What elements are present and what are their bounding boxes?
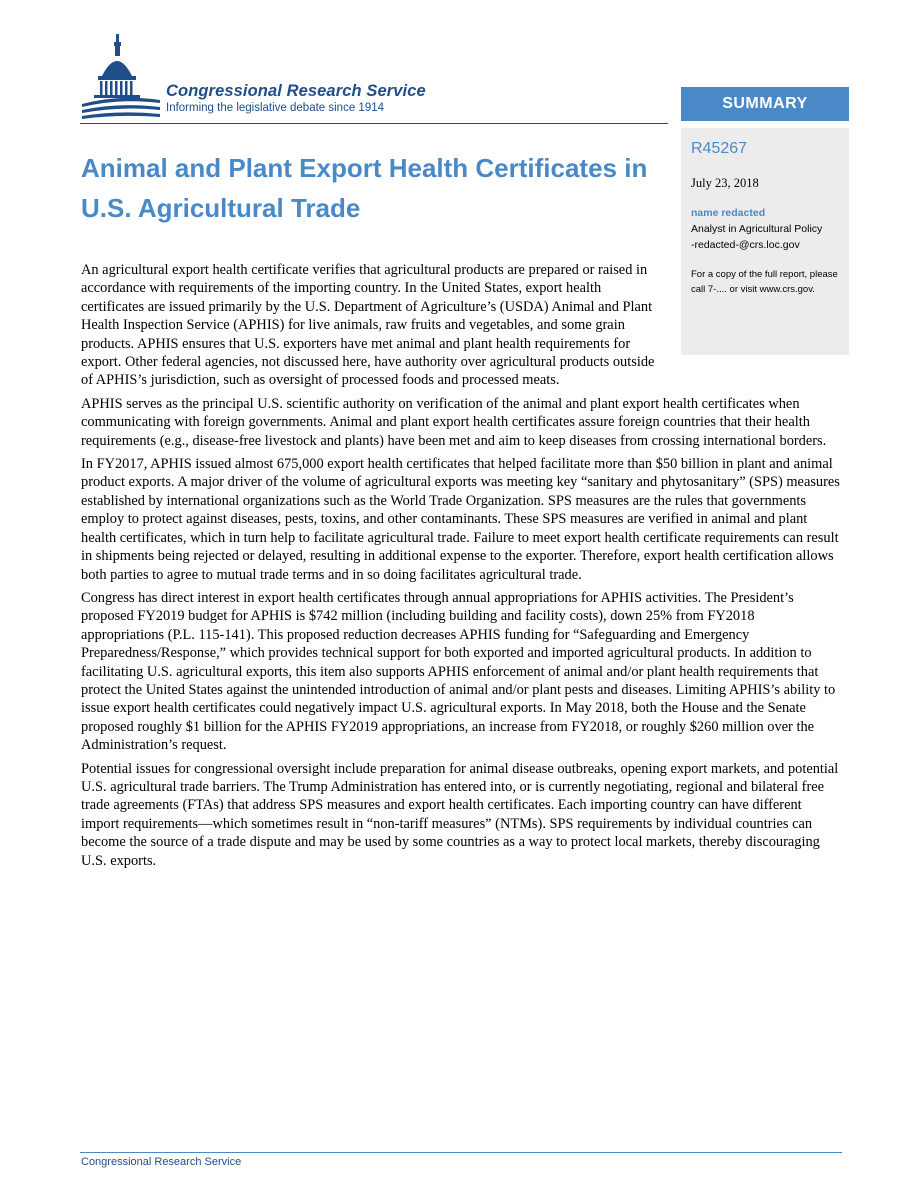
author-email[interactable]: -redacted-@crs.loc.gov xyxy=(691,239,800,251)
author-title: Analyst in Agricultural Policy xyxy=(691,223,823,235)
crs-logo xyxy=(80,32,480,124)
header-divider xyxy=(80,123,668,124)
paragraph-congress: Congress has direct interest in export health certificates through annual appropriations for APHIS activities. The President’s proposed FY2019 budget for APHIS is $742 million (including building and facility costs), down 25% from FY2018 appropriations (P.L. 115-141). This proposed reduction decreases APHIS funding for “Safeguarding and Emergency Preparedness/Response,” which provides technical support for both exported and imported agricultural products. In addition to facilitating U.S. agricultural exports, this item also supports APHIS enforcement of animal and/or plant health requirements that protect the United States against the unintended introduction of animal and/or plant pests and diseases. Limiting APHIS’s ability to issue export health certificates could negatively impact U.S. agricultural exports. In May 2018, both the House and the Senate proposed roughly $1 billion for the APHIS FY2019 appropriations, an increase from FY2018, or roughly $260 million over the Administration’s request. xyxy=(81,589,836,754)
footer-org-name: Congressional Research Service xyxy=(81,1156,242,1168)
paragraph-intro: An agricultural export health certificate verifies that agricultural products are prepared or raised in accordance with requirements of the importing country. In the United States, export health certificates are issued primarily by the U.S. Department of Agriculture’s (USDA) Animal and Plant Health Inspection Service (APHIS) for live animals, raw fruits and vegetables, and some grain products. APHIS ensures that U.S. exporters have met animal and plant health requirements for export. Other federal agencies, not discussed here, have authority over agricultural products outside of APHIS’s jurisdiction, such as oversight of processed foods and processed meats. xyxy=(81,262,655,389)
sidebar-wrap-spacer xyxy=(663,261,841,359)
summary-heading: SUMMARY xyxy=(681,87,849,121)
capitol-dome-icon xyxy=(80,32,162,122)
report-date: July 23, 2018 xyxy=(691,176,759,190)
paragraph-fy2017: In FY2017, APHIS issued almost 675,000 export health certificates that helped facilitate more than $50 billion in plant and animal product exports. A major driver of the volume of agricultural exports was meeting key “sanitary and phytosanitary” (SPS) measures established by international organizations such as the World Trade Organization. SPS measures are the rules that governments employ to protect against diseases, pests, toxins, and other contaminants. These SPS measures are verified in animal and plant health certificates, which in turn help to facilitate agricultural trade. Failure to meet export health certificate requirements can result in shipments being rejected or delayed, resulting in additional expense to the exporter. Therefore, export health certification allows both parties to agree to mutual trade terms and in so doing facilitates agricultural trade. xyxy=(81,456,840,583)
org-tagline: Informing the legislative debate since 1914 xyxy=(166,102,385,114)
footer-divider xyxy=(80,1152,842,1153)
author-name: name redacted xyxy=(691,207,766,219)
paragraph-aphis-role: APHIS serves as the principal U.S. scientific authority on verification of the animal and plant export health certificates when communicating with foreign governments. Animal and plant export health certificates assure foreign countries that their health requirements (e.g., disease-free livestock and plants) have been met and aim to keep diseases from crossing international borders. xyxy=(81,395,827,449)
summary-body xyxy=(81,261,841,875)
report-number: R45267 xyxy=(691,140,748,157)
org-name: Congressional Research Service xyxy=(166,82,426,100)
page-title: Animal and Plant Export Health Certificates in U.S. Agricultural Trade xyxy=(81,153,648,223)
copy-note: For a copy of the full report, please call 7-.... or visit www.crs.gov. xyxy=(691,269,838,295)
paragraph-oversight: Potential issues for congressional oversight include preparation for animal disease outbreaks, opening export markets, and potential U.S. agricultural trade barriers. The Trump Administration has entered into, or is currently negotiating, regional and bilateral free trade agreements (FTAs) that address SPS measures and export health certificates. Each importing country can have different import requirements—which sometimes result in “non-tariff measures” (NTMs). SPS requirements by individual countries can become the source of a trade dispute and may be used by some countries as a way to protect local markets, thereby discouraging U.S. exports. xyxy=(81,760,839,869)
